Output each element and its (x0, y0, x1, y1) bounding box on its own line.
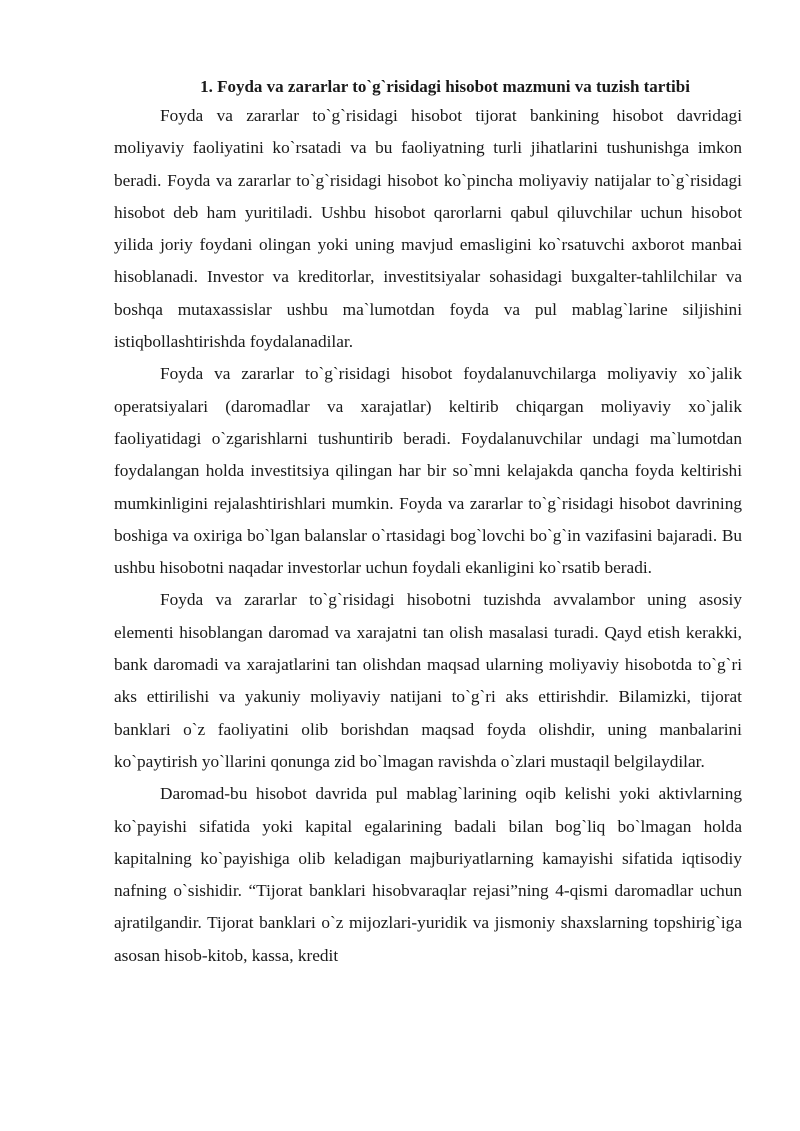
document-page (114, 73, 742, 972)
paragraph-2: Foyda va zararlar to`g`risidagi hisobot foydalanuvchilarga moliyaviy xo`jalik operatsiyalari (daromadlar va xarajatlar) keltirib chiqargan moliyaviy xo`jalik faoliyatidagi o`zgarishlarni tushuntirib beradi. Foydalanuvchilar undagi ma`lumotdan foydalangan holda investitsiya qilingan har bir so`mni kelajakda qancha foyda keltirishi mumkinligini rejalashtirishlari mumkin. Foyda va zararlar to`g`risidagi hisobot davrining boshiga va oxiriga bo`lgan balanslar o`rtasidagi bog`lovchi bo`g`in vazifasini bajaradi. Bu ushbu hisobotni naqadar investorlar uchun foydali ekanligini ko`rsatib beradi. (114, 364, 742, 578)
paragraph-1: Foyda va zararlar to`g`risidagi hisobot tijorat bankining hisobot davridagi moliyaviy faoliyatini ko`rsatadi va bu faoliyatning turli jihatlarini tushunishga imkon beradi. Foyda va zararlar to`g`risidagi hisobot ko`pincha moliyaviy natijalar to`g`risidagi hisobot deb ham yuritiladi. Ushbu hisobot qarorlarni qabul qiluvchilar uchun hisobot yilida joriy foydani olingan yoki uning mavjud emasligini ko`rsatuvchi axborot manbai hisoblanadi. Investor va kreditorlar, investitsiyalar sohasidagi buxgalter-tahlilchilar va boshqa mutaxassislar ushbu ma`lumotdan foyda va pul mablag`larine siljishini istiqbollashtirishda foydalanadilar. (114, 106, 742, 352)
paragraph-3: Foyda va zararlar to`g`risidagi hisobotni tuzishda avvalambor uning asosiy elementi hisoblangan daromad va xarajatni tan olish masalasi turadi. Qayd etish kerakki, bank daromadi va xarajatlarini tan olishdan maqsad ularning moliyaviy hisobotda to`g`ri aks ettirilishi va yakuniy moliyaviy natijani to`g`ri aks ettirishdir. Bilamizki, tijorat banklari o`z faoliyatini olib borishdan maqsad foyda olishdir, uning manbalarini ko`paytirish yo`llarini qonunga zid bo`lmagan ravishda o`zlari mustaqil belgilaydilar. (114, 590, 742, 771)
paragraph-4: Daromad-bu hisobot davrida pul mablag`larining oqib kelishi yoki aktivlarning ko`payishi sifatida yoki kapital egalarining badali bilan bog`liq bo`lmagan holda kapitalning ko`payishiga olib keladigan majburiyatlarning kamayishi sifatida iqtisodiy nafning o`sishidir. “Tijorat banklari hisobvaraqlar rejasi”ning 4-qismi daromadlar uchun ajratilgandir. Tijorat banklari o`z mijozlari-yuridik va jismoniy shaxslarning topshirig`iga asosan hisob-kitob, kassa, kredit (114, 784, 742, 965)
section-heading: 1. Foyda va zararlar to`g`risidagi hisobot mazmuni va tuzish tartibi (200, 77, 690, 96)
